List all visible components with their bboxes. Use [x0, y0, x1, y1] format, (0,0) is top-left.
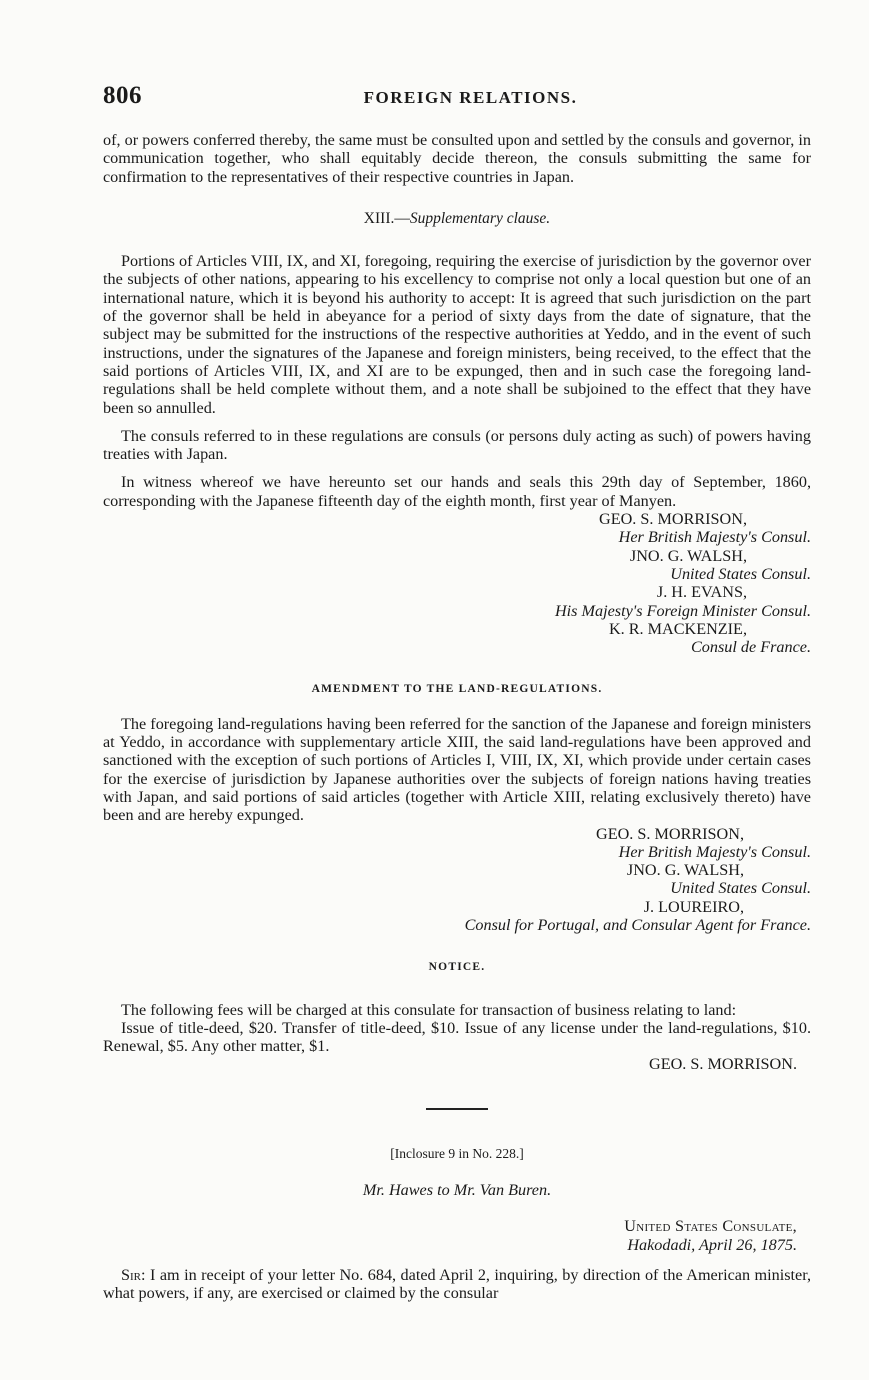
fees-paragraph: Issue of title-deed, $20. Transfer of title-deed, $10. Issue of any license under the land-regulations, $10. Renewal, $5. Any other matter, $1.	[103, 1018, 811, 1056]
section-title: Supplementary clause.	[409, 209, 551, 227]
signatory-name: GEO. S. MORRISON,	[599, 510, 747, 529]
paragraph-continuation: of, or powers conferred thereby, the same must be consulted upon and settled by the consuls and governor, in communication together, who shall equitably decide thereon, the consuls submitting the same for confirmation to the representatives of their respective countries in Japan.	[103, 131, 811, 186]
signatory-title: Consul de France.	[690, 638, 811, 657]
notice-heading: NOTICE.	[428, 961, 486, 974]
signatory-name: J. LOUREIRO,	[643, 897, 744, 916]
section-heading-xiii	[103, 210, 811, 228]
letter-place-date	[103, 1217, 811, 1254]
signatory-name: JNO. G. WALSH,	[626, 861, 744, 880]
letter-opening-paragraph	[103, 1266, 811, 1303]
signature-block-2	[103, 825, 811, 935]
amendment-paragraph: The foregoing land-regulations having been referred for the sanction of the Japanese and foreign ministers at Yeddo, in accordance with supplementary article XIII, the said land-regulations have been approved and sanctioned with the exception of such portions of Articles I, VIII, IX, XI, which provide under certain cases for the exercise of jurisdiction by Japanese authorities over the subjects of foreign nations having treaties with Japan, and said portions of said articles (together with Article XIII, relating exclusively thereto) have been and are hereby expunged.	[103, 714, 811, 825]
paragraph-witness: In witness whereof we have hereunto set our hands and seals this 29th day of September, 1860, corresponding with the Japanese fifteenth day of the eighth month, first year of Manyen.	[103, 473, 811, 510]
signatory-name: J. H. EVANS,	[656, 583, 747, 602]
document-body	[103, 131, 811, 1303]
letter-heading: Mr. Hawes to Mr. Van Buren.	[362, 1181, 552, 1200]
consulate-line: United States Consulate,	[624, 1217, 797, 1236]
running-title: FOREIGN RELATIONS.	[363, 88, 578, 107]
notice-signer	[103, 1055, 811, 1073]
signatory-name: GEO. S. MORRISON,	[596, 824, 744, 843]
page-header	[103, 82, 808, 112]
signatory-title: His Majesty's Foreign Minister Consul.	[554, 601, 811, 620]
paragraph-supplementary: Portions of Articles VIII, IX, and XI, foregoing, requiring the exercise of jurisdiction by the governor over the subjects of other nations, appearing to his excellency to comprise not only a local question but one of an international nature, which it is beyond his authority to accept: It is agreed that such jurisdiction on the part of the governor shall be held in abeyance for a period of sixty days from the date of signature, that the subject may be submitted for the instructions of the respective authorities at Yeddo, and in the event of such instructions, under the signatures of the Japanese and foreign ministers, being received, to the effect that the said portions of Articles VIII, IX, and XI are to be expunged, then and in such case the foregoing land-regulations shall be held complete without them, and a note shall be subjoined to the effect that they have been so annulled.	[103, 252, 811, 417]
inclosure-label: [Inclosure 9 in No. 228.]	[390, 1145, 524, 1161]
section-number: XIII.—	[363, 209, 410, 227]
signature-block-1	[103, 510, 811, 656]
page-number: 806	[103, 82, 142, 109]
signatory-name: GEO. S. MORRISON.	[649, 1055, 797, 1074]
signatory-name: JNO. G. WALSH,	[629, 546, 747, 565]
signatory-title: Her British Majesty's Consul.	[618, 528, 811, 547]
date-line: Hakodadi, April 26, 1875.	[627, 1235, 797, 1254]
signatory-title: United States Consul.	[670, 879, 811, 898]
section-divider	[426, 1108, 488, 1110]
signatory-title: Consul for Portugal, and Consular Agent for France.	[464, 915, 811, 934]
signatory-name: K. R. MACKENZIE,	[608, 619, 747, 638]
letter-text: I am in receipt of your letter No. 684, dated April 2, inquiring, by direction of the American minister, what powers, if any, are exercised or claimed by the consular	[103, 1265, 811, 1303]
amendment-heading: AMENDMENT TO THE LAND-REGULATIONS.	[311, 683, 603, 696]
signatory-title: United States Consul.	[670, 564, 811, 583]
paragraph-consuls: The consuls referred to in these regulations are consuls (or persons duly acting as such) of powers having treaties with Japan.	[103, 426, 811, 464]
signatory-title: Her British Majesty's Consul.	[618, 842, 811, 861]
salutation: Sir:	[121, 1265, 146, 1284]
notice-paragraph: The following fees will be charged at this consulate for transaction of business relating to land:	[121, 1000, 737, 1019]
